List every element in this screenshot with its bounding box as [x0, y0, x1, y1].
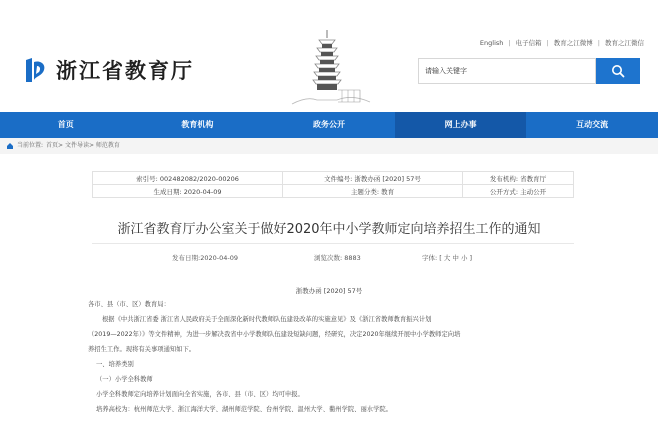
paragraph: 养招生工作。现将有关事项通知如下。 [88, 346, 196, 353]
site-header [0, 0, 658, 112]
weibo-link[interactable]: 教育之江微博 [553, 39, 593, 47]
search-input[interactable] [418, 58, 596, 84]
nav-item-home[interactable]: 首页 [57, 120, 74, 129]
meta-disclosure: 公开方式: 主动公开 [462, 185, 573, 198]
pagoda-illustration [282, 30, 372, 110]
table-row [93, 185, 574, 198]
article-title: 浙江省教育厅办公室关于做好2020年中小学教师定向培养招生工作的通知 [117, 222, 541, 237]
separator: | [508, 38, 511, 47]
home-location-icon [6, 142, 14, 150]
paragraph: 小学全科教师定向培养计划面向全省实施，各市、县（市、区）均可申报。 [96, 391, 304, 398]
nav-item-institutions[interactable]: 教育机构 [181, 120, 214, 129]
site-name: 浙江省教育厅 [56, 58, 194, 83]
logo-emblem-icon [22, 56, 48, 84]
breadcrumb [0, 138, 658, 154]
breadcrumb-path[interactable]: 首页> 文件导读> 师范教育 [46, 142, 120, 149]
breadcrumb-prefix: 当前位置: [17, 142, 44, 149]
search-icon [611, 64, 625, 78]
separator: | [597, 38, 600, 47]
paragraph: （一）小学全科教师 [96, 376, 153, 383]
english-link[interactable]: English [479, 38, 504, 47]
nav-item-online-services[interactable]: 网上办事 [395, 112, 527, 138]
meta-topic: 主题分类: 教育 [283, 185, 463, 198]
paragraph: 各市、县（市、区）教育局： [88, 301, 170, 308]
wechat-link[interactable]: 教育之江微信 [605, 39, 644, 47]
site-logo[interactable] [22, 55, 194, 85]
document-meta-table [92, 171, 574, 198]
meta-file-number: 文件编号: 浙教办函 [2020] 57号 [283, 172, 463, 185]
search-box [418, 58, 640, 84]
paragraph: 培养高校为：杭州师范大学、浙江海洋大学、湖州师范学院、台州学院、温州大学、衢州学院、丽水学院。 [96, 406, 392, 413]
nav-item-interaction[interactable]: 互动交流 [576, 120, 609, 129]
view-count: 浏览次数: 8883 [314, 254, 361, 262]
meta-publisher: 发布机构: 省教育厅 [462, 172, 573, 185]
divider [92, 243, 574, 244]
main-nav [0, 112, 658, 138]
paragraph: 根据《中共浙江省委 浙江省人民政府关于全面深化新时代教师队伍建设改革的实施意见》及《浙江省教师教育振兴计划 [102, 316, 432, 323]
paragraph: （2019—2022年）》等文件精神，为进一步解决我省中小学教师队伍建设短缺问题，经研究，决定2020年继续开展中小学教师定向培 [88, 331, 461, 338]
search-button[interactable] [596, 58, 640, 84]
top-links [480, 38, 644, 47]
email-link[interactable]: 电子信箱 [515, 39, 542, 47]
meta-created-date: 生成日期: 2020-04-09 [93, 185, 283, 198]
meta-index-number: 索引号: 002482082/2020-00206 [93, 172, 283, 185]
paragraph: 一、培养类别 [96, 361, 134, 368]
table-row [93, 172, 574, 185]
document-number: 浙教办函 [2020] 57号 [295, 287, 363, 295]
font-size-switcher[interactable]: 字体: [ 大 中 小 ] [422, 254, 473, 262]
separator: | [546, 38, 549, 47]
publish-date: 发布日期:2020-04-09 [172, 254, 238, 262]
nav-item-government-affairs[interactable]: 政务公开 [312, 120, 345, 129]
